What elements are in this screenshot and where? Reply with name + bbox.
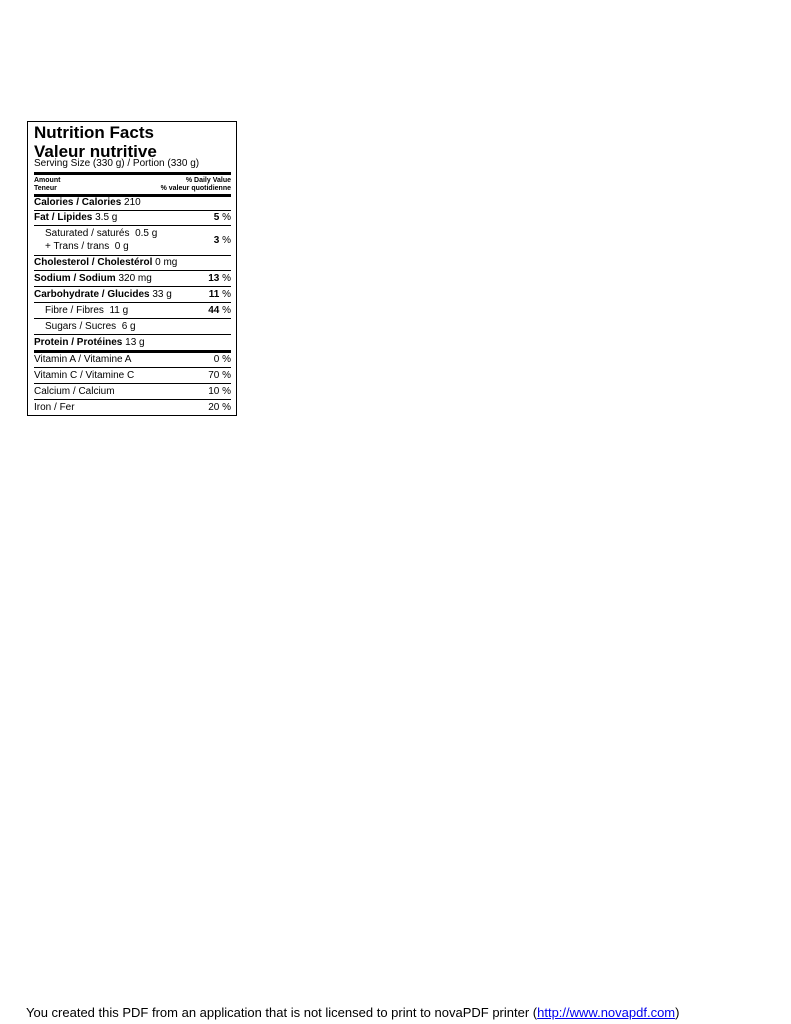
serving-size: Serving Size (330 g) / Portion (330 g) [34, 158, 200, 169]
fat-amount: 3.5 g [95, 212, 118, 223]
divider-thick [34, 350, 231, 353]
footer-close: ) [675, 1005, 680, 1020]
sugars-label: Sugars / Sucres [45, 321, 117, 332]
vitamin-label: Vitamin C / Vitamine C [34, 370, 135, 381]
vitamin-value: 10 [208, 386, 220, 397]
calories-label: Calories / Calories [34, 197, 122, 208]
divider [34, 383, 231, 384]
trans-label: + Trans / trans [45, 241, 110, 252]
sodium-label: Sodium / Sodium [34, 273, 116, 284]
percent-sign: % [222, 305, 231, 316]
license-footer [26, 1005, 679, 1020]
saturated-amount: 0.5 g [135, 228, 158, 239]
percent-sign: % [222, 370, 231, 381]
vitamin-label: Calcium / Calcium [34, 386, 115, 397]
divider [34, 399, 231, 400]
fibre-dv: 44 [208, 305, 220, 316]
amount-header-fr: Teneur [34, 185, 57, 192]
amount-header-en: Amount [34, 177, 61, 184]
carbohydrate-dv: 11 [208, 289, 220, 300]
protein-label: Protein / Protéines [34, 337, 123, 348]
cholesterol-amount: 0 mg [155, 257, 178, 268]
sodium-amount: 320 mg [118, 273, 152, 284]
sat-trans-dv: 3 [213, 235, 220, 246]
divider [34, 334, 231, 335]
percent-sign: % [222, 386, 231, 397]
daily-value-header-fr: % valeur quotidienne [160, 185, 231, 192]
carbohydrate-amount: 33 g [152, 289, 172, 300]
fat-label: Fat / Lipides [34, 212, 93, 223]
percent-sign: % [222, 235, 231, 246]
divider [34, 302, 231, 303]
divider [34, 225, 231, 226]
saturated-label: Saturated / saturés [45, 228, 130, 239]
title-french: Valeur nutritive [34, 142, 157, 161]
percent-sign: % [222, 402, 231, 413]
fibre-label: Fibre / Fibres [45, 305, 104, 316]
vitamin-label: Vitamin A / Vitamine A [34, 354, 132, 365]
percent-sign: % [222, 354, 231, 365]
vitamin-value: 0 [213, 354, 220, 365]
protein-amount: 13 g [125, 337, 145, 348]
footer-text: You created this PDF from an application that is not licensed to print to novaPDF printer ( [26, 1005, 538, 1020]
percent-sign: % [222, 273, 231, 284]
nutrition-facts-label [27, 121, 237, 416]
percent-sign: % [222, 289, 231, 300]
fat-dv: 5 [213, 212, 220, 223]
calories-value: 210 [124, 197, 141, 208]
divider [34, 367, 231, 368]
divider [34, 255, 231, 256]
trans-amount: 0 g [114, 241, 129, 252]
novapdf-link[interactable]: http://www.novapdf.com [537, 1005, 676, 1020]
title-english: Nutrition Facts [34, 123, 154, 142]
cholesterol-label: Cholesterol / Cholestérol [34, 257, 153, 268]
divider [34, 270, 231, 271]
divider-thick [34, 172, 231, 175]
divider [34, 210, 231, 211]
sodium-dv: 13 [208, 273, 220, 284]
vitamin-label: Iron / Fer [34, 402, 75, 413]
carbohydrate-label: Carbohydrate / Glucides [34, 289, 150, 300]
vitamin-value: 70 [208, 370, 220, 381]
divider [34, 318, 231, 319]
fibre-amount: 11 g [109, 305, 129, 316]
daily-value-header-en: % Daily Value [185, 177, 231, 184]
percent-sign: % [222, 212, 231, 223]
sugars-amount: 6 g [121, 321, 136, 332]
vitamin-value: 20 [208, 402, 220, 413]
divider [34, 286, 231, 287]
